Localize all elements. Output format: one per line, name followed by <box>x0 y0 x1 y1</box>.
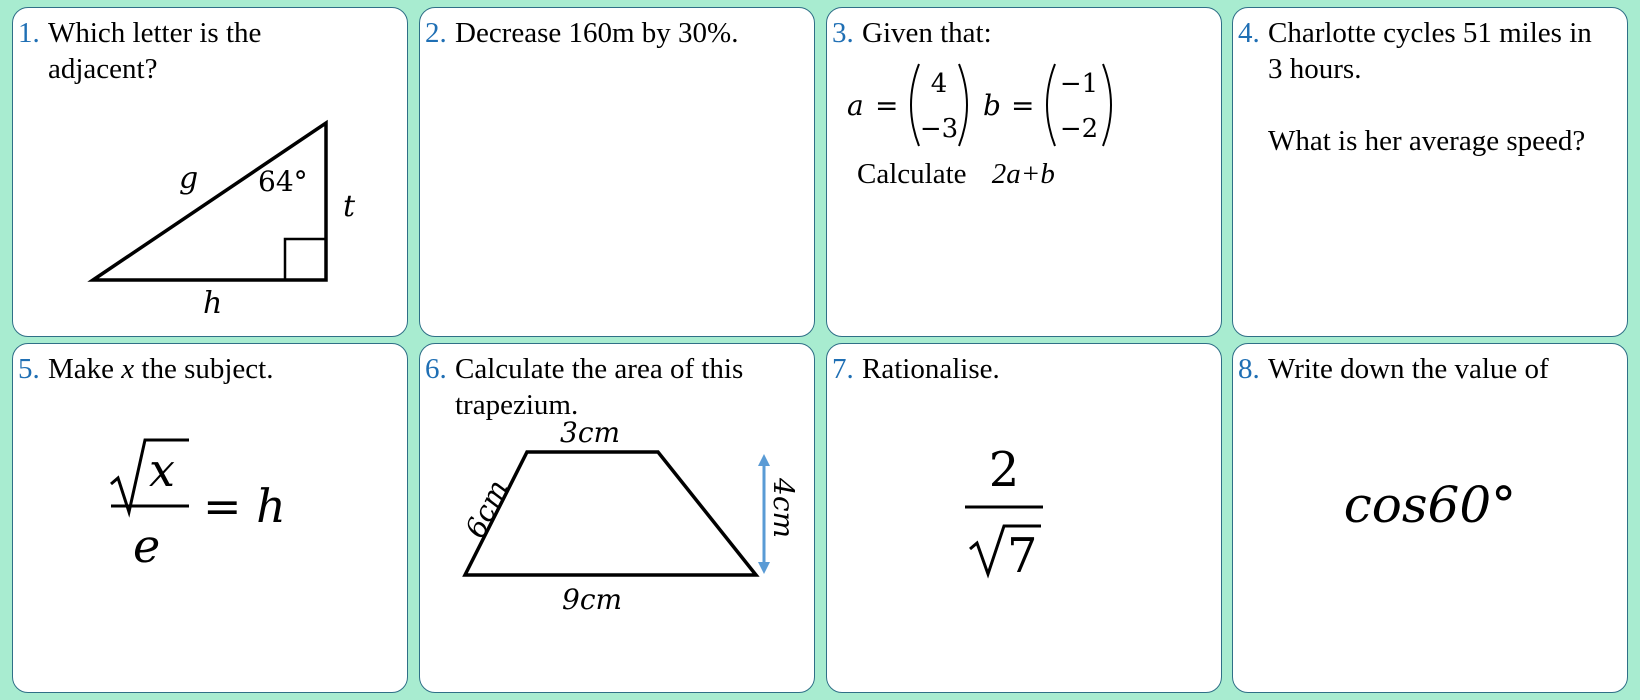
top-length-label: 3cm <box>560 416 621 449</box>
fraction-expression <box>827 344 1222 693</box>
question-text: Charlotte cycles 51 miles in 3 hours. What is her average speed? <box>1268 17 1592 157</box>
question-text: Which letter is the adjacent? <box>48 17 262 85</box>
text-after: the subject. <box>134 353 274 385</box>
question-number: 3. <box>832 17 854 49</box>
question-4-prompt <box>1238 15 1619 159</box>
denominator: e <box>133 519 161 573</box>
question-text: Calculate the area of this trapezium. <box>455 353 744 421</box>
radicand: 7 <box>1007 528 1038 584</box>
adjacent-label: h <box>203 286 223 321</box>
text-before: Make <box>48 353 122 385</box>
calculate-label: Calculate <box>857 158 967 190</box>
question-2-prompt <box>425 15 806 51</box>
opposite-label: t <box>343 189 356 224</box>
equals-sign: = <box>1011 89 1035 122</box>
vector-a-name: a <box>847 89 864 122</box>
question-card-7 <box>826 343 1222 693</box>
question-8-prompt <box>1238 351 1619 387</box>
question-number: 8. <box>1238 353 1260 385</box>
question-card-2 <box>419 7 815 337</box>
vector-a-top: 4 <box>930 69 948 99</box>
question-text: Rationalise. <box>862 353 1000 385</box>
bottom-length-label: 9cm <box>562 583 623 616</box>
right-hand-side: = h <box>203 479 286 533</box>
question-number: 2. <box>425 17 447 49</box>
question-text: Write down the value of <box>1268 353 1549 385</box>
trapezium-diagram <box>420 344 815 693</box>
right-triangle-diagram <box>13 8 408 337</box>
vector-b-bottom: −2 <box>1059 114 1099 144</box>
question-number: 5. <box>18 353 40 385</box>
question-card-3 <box>826 7 1222 337</box>
question-card-6 <box>419 343 815 693</box>
calculate-line <box>857 158 1055 191</box>
question-card-5 <box>12 343 408 693</box>
variable: x <box>121 353 135 385</box>
question-card-1 <box>12 7 408 337</box>
question-card-4 <box>1232 7 1628 337</box>
fraction-numerator: 2 <box>988 442 1020 498</box>
question-text: Given that: <box>862 17 992 49</box>
angle-label: 64° <box>258 165 308 198</box>
vector-a-bottom: −3 <box>919 114 959 144</box>
equals-sign: = <box>875 89 899 122</box>
radicand: x <box>149 443 175 497</box>
question-number: 6. <box>425 353 447 385</box>
vector-b-name: b <box>983 89 1001 122</box>
question-text: Decrease 160m by 30%. <box>455 17 739 49</box>
vector-b-top: −1 <box>1059 69 1099 99</box>
equation <box>13 344 408 693</box>
question-number: 1. <box>18 17 40 49</box>
trig-expression: cos60° <box>1343 476 1517 534</box>
side-length-label: 6cm <box>458 474 515 544</box>
calculate-expression: 2a+b <box>991 158 1055 190</box>
hypotenuse-label: g <box>179 161 199 196</box>
question-number: 7. <box>832 353 854 385</box>
question-card-8 <box>1232 343 1628 693</box>
question-number: 4. <box>1238 17 1260 49</box>
height-label: 4cm <box>767 478 800 539</box>
